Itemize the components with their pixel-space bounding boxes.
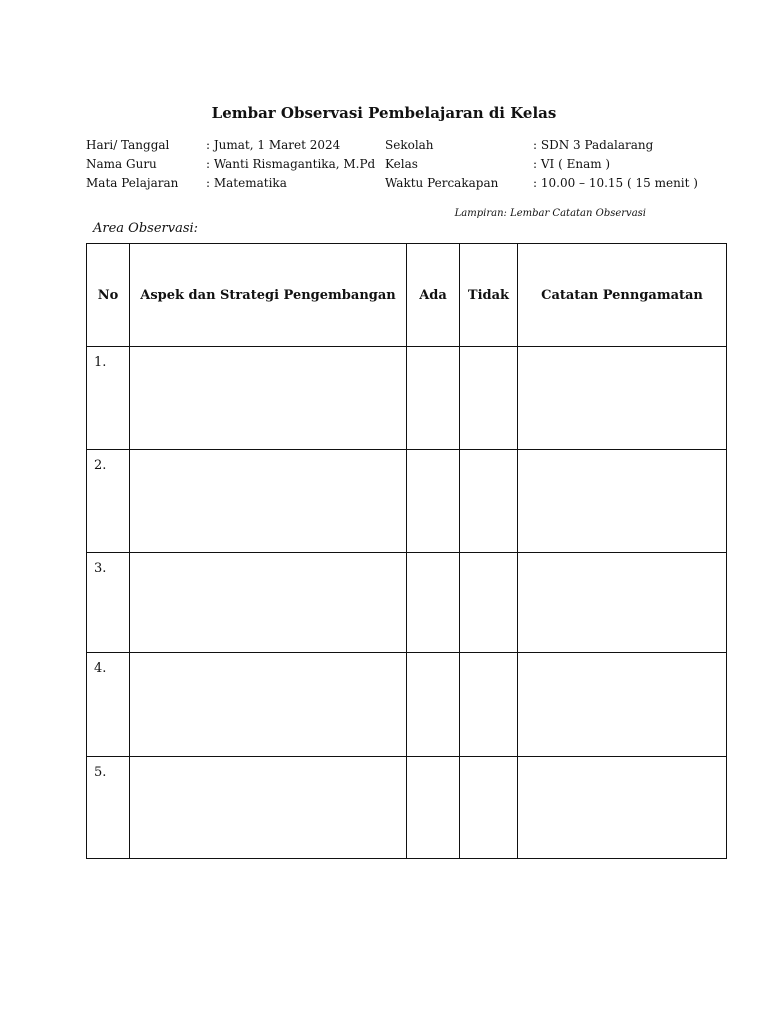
info-label-teacher: Nama Guru <box>86 157 157 171</box>
aspect-cell[interactable] <box>130 347 407 450</box>
area-observation-label: Area Observasi: <box>93 221 199 236</box>
aspect-cell[interactable] <box>130 553 407 653</box>
table-row <box>87 653 727 757</box>
absent-cell[interactable] <box>460 347 518 450</box>
notes-cell[interactable] <box>518 450 727 553</box>
table-row <box>87 757 727 859</box>
row-number: 5. <box>94 765 107 780</box>
notes-cell[interactable] <box>518 653 727 757</box>
attachment-note: Lampiran: Lembar Catatan Observasi <box>454 208 646 219</box>
info-label-subject: Mata Pelajaran <box>86 176 179 190</box>
header-aspect: Aspek dan Strategi Pengembangan <box>130 244 407 347</box>
info-value-class: : VI ( Enam ) <box>533 157 611 171</box>
info-label-time: Waktu Percakapan <box>385 176 499 190</box>
row-number: 4. <box>94 661 107 676</box>
info-label-date: Hari/ Tanggal <box>86 138 170 152</box>
header-notes: Catatan Penngamatan <box>518 244 727 347</box>
absent-cell[interactable] <box>460 450 518 553</box>
table-row <box>87 450 727 553</box>
observation-table <box>86 243 727 859</box>
table-row <box>87 347 727 450</box>
info-row-subject-time <box>86 176 706 194</box>
info-row-teacher-class <box>86 157 706 175</box>
header-present: Ada <box>407 244 460 347</box>
info-value-date: : Jumat, 1 Maret 2024 <box>206 138 341 152</box>
table-header-row <box>87 244 727 347</box>
aspect-cell[interactable] <box>130 757 407 859</box>
info-label-school: Sekolah <box>385 138 434 152</box>
header-no: No <box>87 244 130 347</box>
info-value-subject: : Matematika <box>206 176 287 190</box>
info-row-date-school <box>86 138 706 156</box>
info-value-school: : SDN 3 Padalarang <box>533 138 654 152</box>
present-cell[interactable] <box>407 347 460 450</box>
row-number-cell <box>87 653 130 757</box>
row-number: 2. <box>94 458 107 473</box>
header-absent: Tidak <box>460 244 518 347</box>
absent-cell[interactable] <box>460 653 518 757</box>
aspect-cell[interactable] <box>130 653 407 757</box>
info-value-time: : 10.00 – 10.15 ( 15 menit ) <box>533 176 698 190</box>
info-value-teacher: : Wanti Rismagantika, M.Pd <box>206 157 376 171</box>
present-cell[interactable] <box>407 450 460 553</box>
present-cell[interactable] <box>407 553 460 653</box>
notes-cell[interactable] <box>518 553 727 653</box>
notes-cell[interactable] <box>518 347 727 450</box>
absent-cell[interactable] <box>460 553 518 653</box>
row-number-cell <box>87 757 130 859</box>
present-cell[interactable] <box>407 653 460 757</box>
row-number-cell <box>87 450 130 553</box>
table-row <box>87 553 727 653</box>
aspect-cell[interactable] <box>130 450 407 553</box>
info-label-class: Kelas <box>385 157 418 171</box>
row-number-cell <box>87 347 130 450</box>
row-number: 3. <box>94 561 107 576</box>
present-cell[interactable] <box>407 757 460 859</box>
row-number-cell <box>87 553 130 653</box>
absent-cell[interactable] <box>460 757 518 859</box>
row-number: 1. <box>94 355 107 370</box>
document-title: Lembar Observasi Pembelajaran di Kelas <box>211 104 557 122</box>
notes-cell[interactable] <box>518 757 727 859</box>
